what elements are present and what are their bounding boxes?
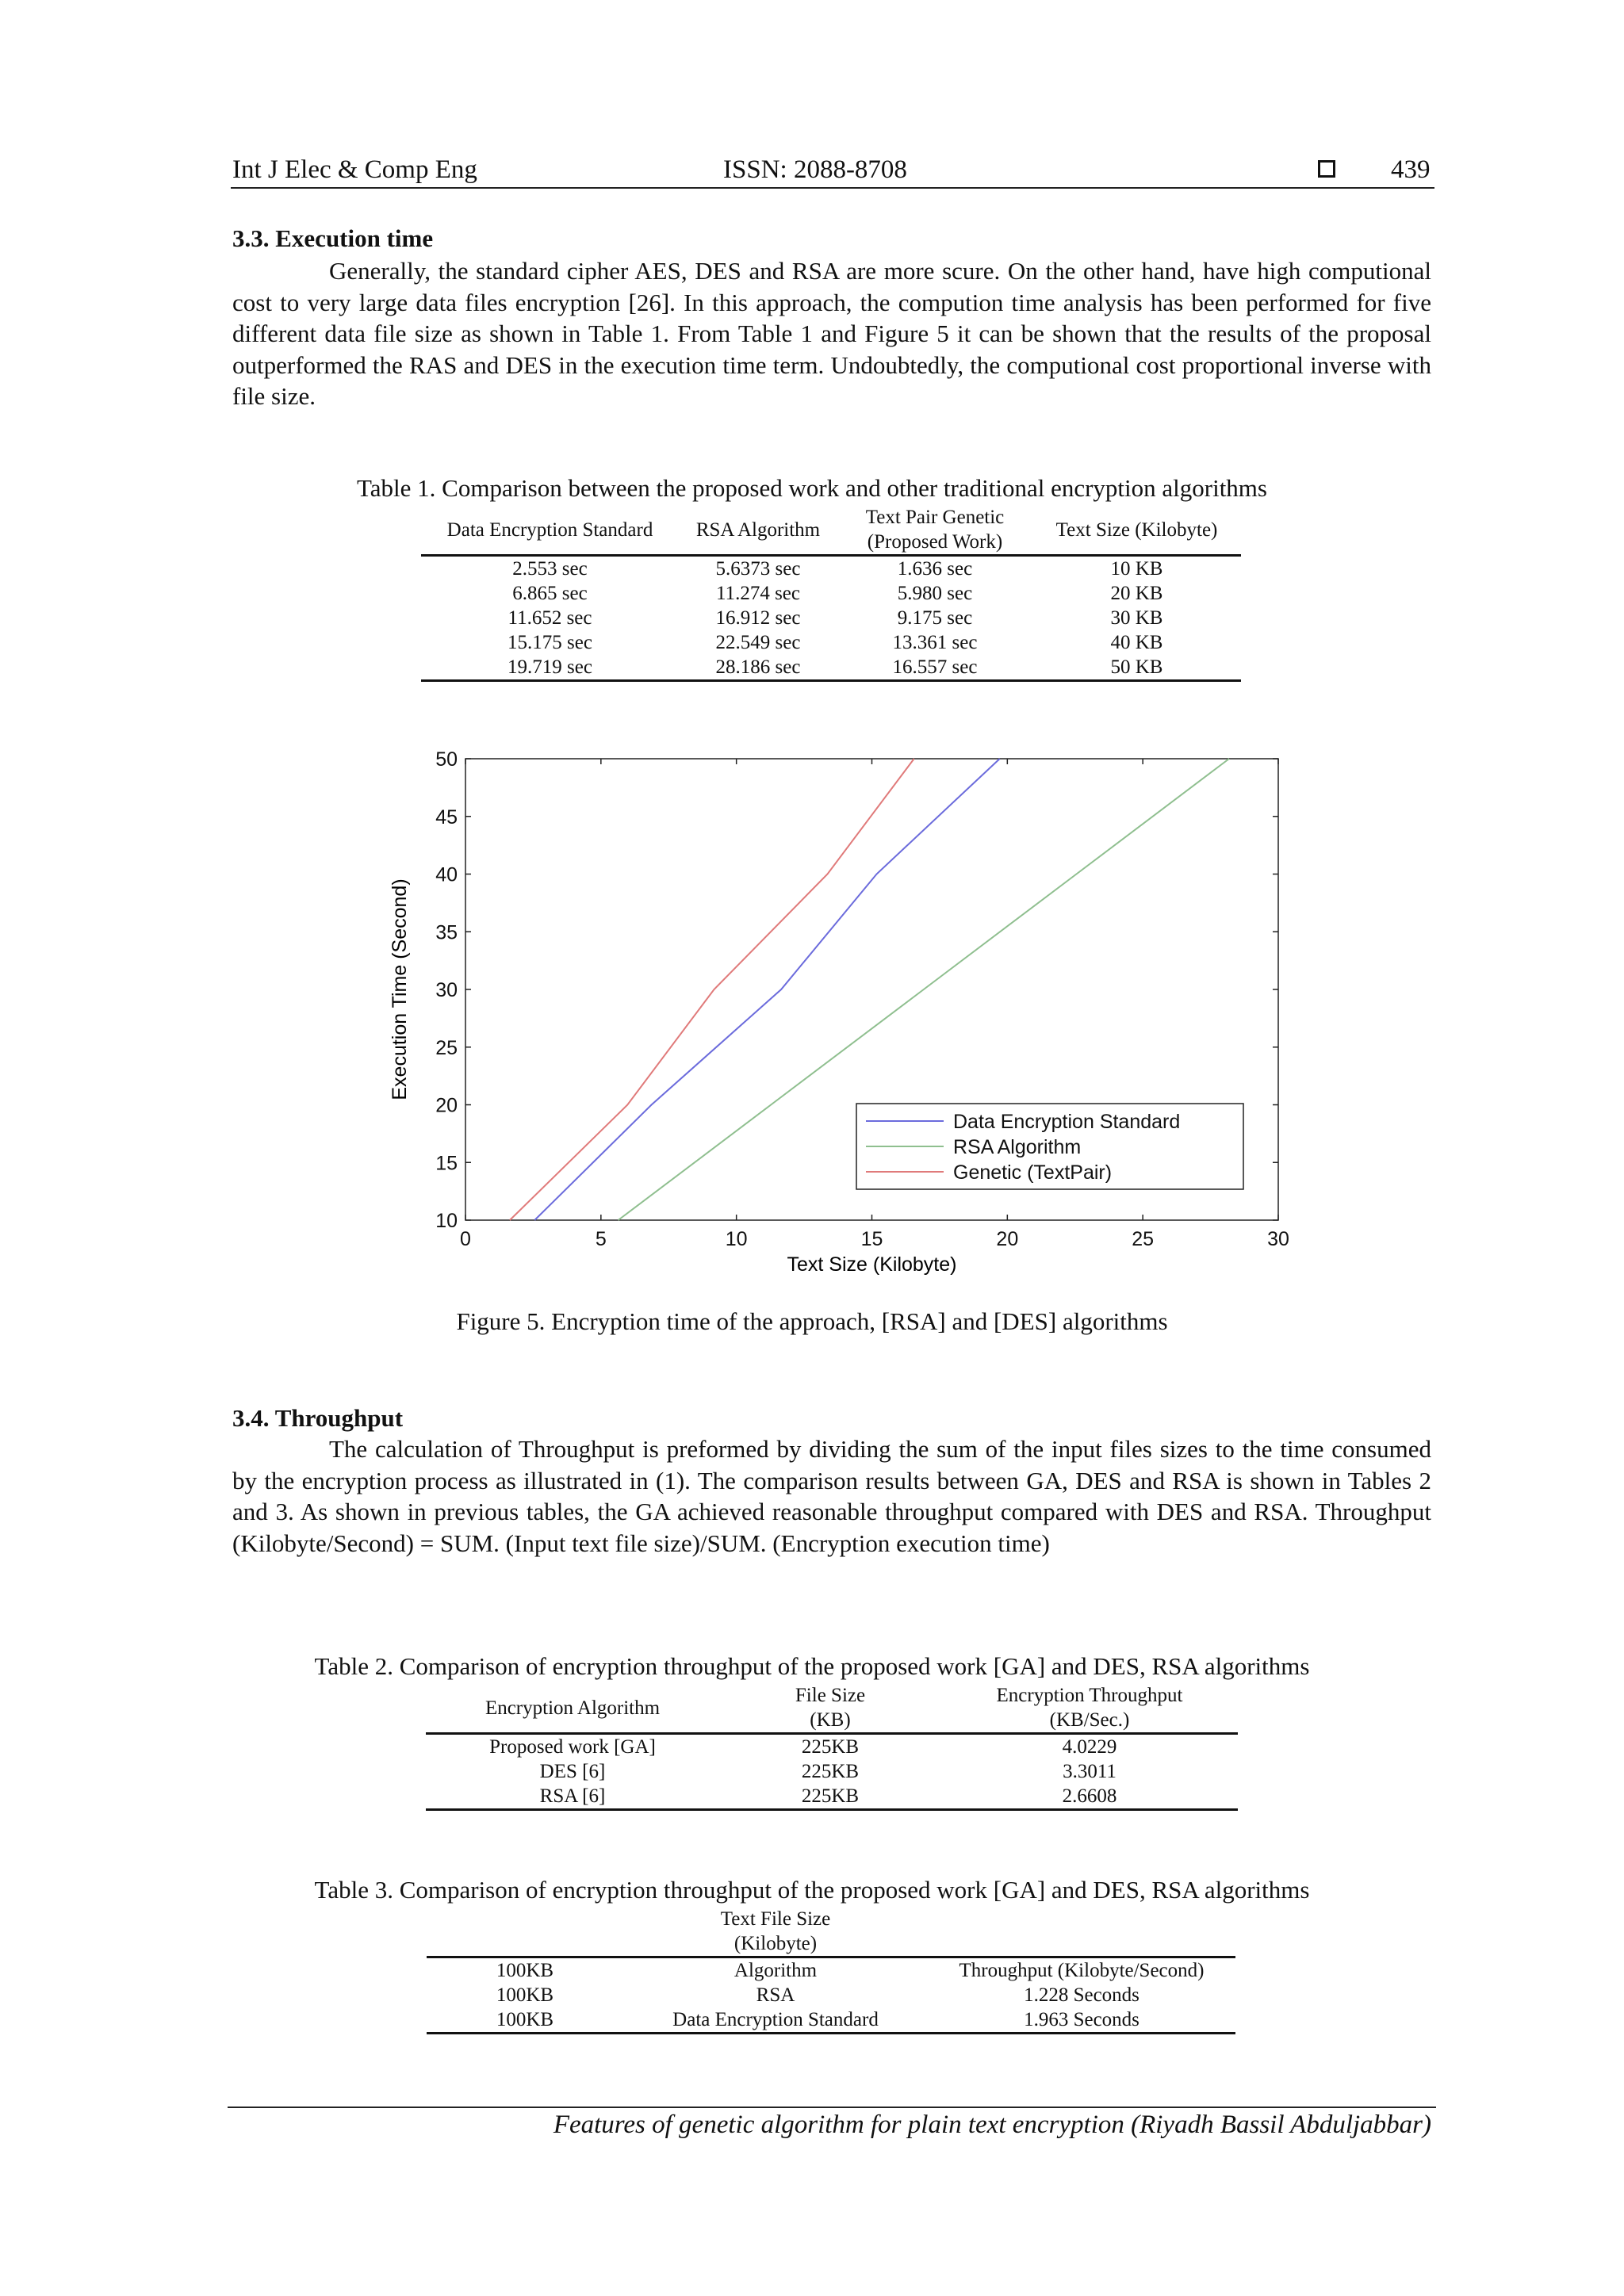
paragraph-execution-time: Generally, the standard cipher AES, DES and RSA are more scure. On the other hand, have high computional cost to very large data files encryption [26]. In this approach, the compution time analysis has been performed for five different data file size as shown in Table 1. From Table 1 and Figure 5 it can be shown that the results of the proposal outperformed the RAS and DES in the execution time term. Undoubtedly, the computional cost proportional inverse with file size.: [232, 257, 1431, 410]
table2-cell: 2.6608: [1062, 1785, 1117, 1807]
table2-header-algorithm: Encryption Algorithm: [485, 1697, 661, 1719]
table1-header-size: Text Size (Kilobyte): [1055, 519, 1218, 541]
y-tick-label: 10: [435, 1210, 458, 1232]
paragraph-throughput: The calculation of Throughput is preformed by dividing the sum of the input files sizes to the time consumed by the encryption process as illustrated in (1). The comparison results between GA, DES and RSA is shown in Tables 2 and 3. As shown in previous tables, the GA achieved reasonable throughput compared with DES and RSA. Throughput (Kilobyte/Second) = SUM. (Input text file size)/SUM. (Encryption execution time): [232, 1435, 1431, 1557]
y-tick-label: 40: [435, 863, 458, 886]
y-tick-label: 25: [435, 1036, 458, 1059]
table1-cell: 50 KB: [1110, 656, 1163, 678]
table1-cell: 15.175 sec: [508, 632, 592, 653]
x-tick-label: 30: [1267, 1228, 1289, 1250]
table1-header-des: Data Encryption Standard: [446, 519, 653, 541]
table1-header-genetic-line2: (Proposed Work): [867, 531, 1003, 553]
table-row: [427, 1957, 1235, 1984]
table3-header-filesize-line2: (Kilobyte): [733, 1933, 818, 1954]
table3-cell: 1.963 Seconds: [1024, 2009, 1139, 2030]
y-tick-label: 35: [435, 921, 458, 944]
table-row: [426, 1759, 1238, 1784]
table2-cell: 225KB: [801, 1785, 860, 1807]
table1-cell: 20 KB: [1110, 583, 1163, 604]
table2-cell: Proposed work [GA]: [489, 1736, 656, 1758]
figure5-caption: Figure 5. Encryption time of the approach, [RSA] and [DES] algorithms: [456, 1307, 1168, 1335]
legend: [856, 1104, 1243, 1189]
y-tick-label: 15: [435, 1152, 458, 1175]
table3-cell: RSA: [756, 1984, 795, 2006]
y-tick-label: 30: [435, 979, 458, 1001]
table-row: [421, 630, 1241, 655]
table-row: [426, 1784, 1238, 1810]
table1-cell: 1.636 sec: [897, 558, 973, 580]
y-tick-label: 20: [435, 1094, 458, 1117]
table3-cell: 100KB: [496, 1984, 554, 2006]
table2-cell: 225KB: [801, 1761, 860, 1782]
header-square-icon: [1318, 160, 1335, 178]
x-tick-label: 20: [996, 1228, 1019, 1250]
table1-header-rsa: RSA Algorithm: [695, 519, 821, 541]
table1-cell: 11.274 sec: [716, 583, 800, 604]
table1-cell: 11.652 sec: [508, 607, 592, 629]
table1-cell: 2.553 sec: [512, 558, 588, 580]
table3-header-empty-right: [928, 1907, 1235, 1957]
table1-cell: 9.175 sec: [897, 607, 973, 629]
table3-cell: 100KB: [496, 1960, 554, 1981]
table-row: [421, 606, 1241, 630]
table3-cell: Throughput (Kilobyte/Second): [959, 1960, 1205, 1981]
table1-cell: 6.865 sec: [512, 583, 588, 604]
header-divider: [231, 187, 1434, 189]
table2-header-throughput-line2: (KB/Sec.): [1049, 1709, 1130, 1731]
table1-cell: 16.557 sec: [892, 656, 978, 678]
figure5-chart: [373, 737, 1308, 1276]
table2-cell: 225KB: [801, 1736, 860, 1758]
table1-caption: Table 1. Comparison between the proposed work and other traditional encryption algorithms: [357, 474, 1267, 502]
section-heading-execution-time: 3.3. Execution time: [232, 224, 434, 252]
table1-cell: 30 KB: [1110, 607, 1163, 629]
table3-cell: Data Encryption Standard: [672, 2009, 879, 2030]
table-row: [421, 556, 1241, 582]
table1-cell: 5.980 sec: [897, 583, 973, 604]
legend-label: RSA Algorithm: [953, 1136, 1082, 1158]
table1-header-genetic-line1: Text Pair Genetic: [865, 507, 1005, 528]
y-tick-label: 50: [435, 748, 458, 771]
table2-caption: Table 2. Comparison of encryption throughput of the proposed work [GA] and DES, RSA algorithms: [314, 1652, 1310, 1680]
table2-cell: RSA [6]: [539, 1785, 606, 1807]
section-heading-throughput: 3.4. Throughput: [232, 1404, 404, 1432]
table1: [421, 505, 1241, 682]
table2-header-filesize-line1: File Size: [795, 1685, 866, 1706]
table1-header-genetic: [837, 505, 1032, 556]
x-tick-label: 15: [860, 1228, 883, 1250]
x-tick-label: 25: [1132, 1228, 1155, 1250]
table2-cell: DES [6]: [539, 1761, 606, 1782]
x-tick-label: 5: [595, 1228, 607, 1250]
table3-caption: Table 3. Comparison of encryption throughput of the proposed work [GA] and DES, RSA algorithms: [314, 1876, 1310, 1904]
table1-cell: 10 KB: [1110, 558, 1163, 580]
running-header-journal: Int J Elec & Comp Eng: [232, 155, 477, 184]
table2: [426, 1683, 1238, 1811]
y-tick-label: 45: [435, 806, 458, 828]
table3-header-filesize-line1: Text File Size: [720, 1908, 831, 1930]
table2-cell: 3.3011: [1063, 1761, 1116, 1782]
legend-label: Data Encryption Standard: [953, 1111, 1181, 1133]
table3-cell: Algorithm: [733, 1960, 818, 1981]
table-row: [421, 655, 1241, 681]
table1-cell: 19.719 sec: [508, 656, 592, 678]
table-row: [426, 1734, 1238, 1760]
table1-cell: 28.186 sec: [715, 656, 801, 678]
table2-header-throughput: [941, 1683, 1238, 1734]
table3-cell: 100KB: [496, 2009, 554, 2030]
table1-cell: 40 KB: [1110, 632, 1163, 653]
table3: [427, 1907, 1235, 2034]
legend-label: Genetic (TextPair): [953, 1161, 1113, 1184]
x-tick-label: 0: [460, 1228, 471, 1250]
table2-header-throughput-line1: Encryption Throughput: [996, 1685, 1183, 1706]
table1-cell: 22.549 sec: [715, 632, 801, 653]
table3-cell: 1.228 Seconds: [1024, 1984, 1139, 2006]
y-axis-label: Execution Time (Second): [389, 878, 411, 1100]
table2-cell: 4.0229: [1062, 1736, 1117, 1758]
running-footer: Features of genetic algorithm for plain text encryption (Riyadh Bassil Abduljabbar): [553, 2110, 1431, 2139]
x-tick-label: 10: [725, 1228, 748, 1250]
table1-cell: 5.6373 sec: [715, 558, 801, 580]
table3-header-empty-left: [427, 1907, 623, 1957]
table-row: [421, 581, 1241, 606]
table3-header-filesize: [623, 1907, 928, 1957]
table2-header-filesize: [719, 1683, 941, 1734]
footer-divider: [228, 2107, 1436, 2108]
table1-cell: 13.361 sec: [892, 632, 978, 653]
page-number: 439: [1391, 155, 1431, 184]
series-line-2: [510, 759, 914, 1220]
table2-header-filesize-line2: (KB): [810, 1709, 851, 1731]
x-axis-label: Text Size (Kilobyte): [787, 1253, 957, 1276]
table-row: [427, 2007, 1235, 2034]
running-header-issn: ISSN: 2088-8708: [723, 155, 907, 184]
table-row: [427, 1983, 1235, 2007]
table1-cell: 16.912 sec: [715, 607, 801, 629]
